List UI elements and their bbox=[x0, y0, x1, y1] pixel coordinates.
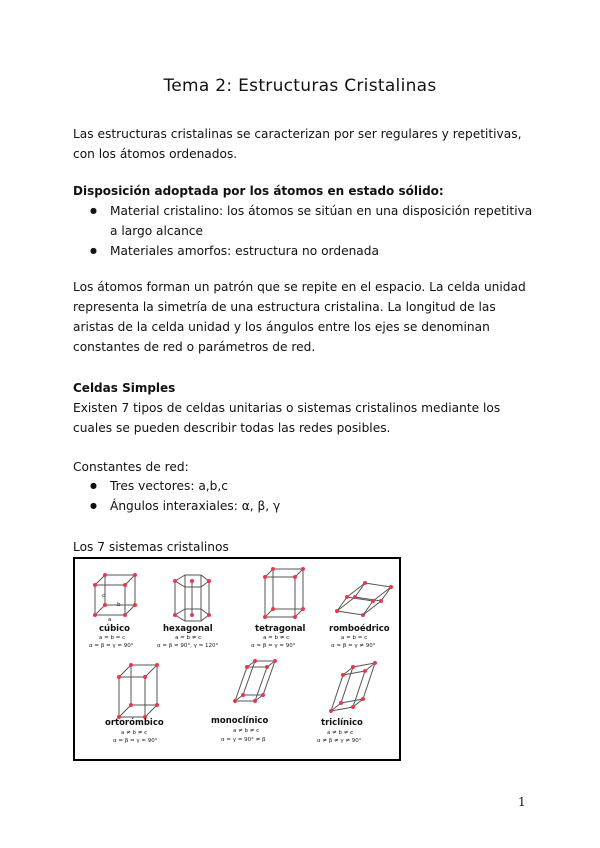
intro-paragraph: Las estructuras cristalinas se caracterizan por ser regulares y repetitivas, con los átomos ordenados. bbox=[73, 127, 522, 161]
axis-label-c: c bbox=[102, 593, 106, 599]
lattice-constants-list bbox=[73, 476, 533, 516]
system-name-orthorhombic: ortorómbico bbox=[105, 718, 164, 728]
orthorhombic-cell bbox=[119, 665, 157, 717]
list-item: ● Ángulos interaxiales: α, β, γ bbox=[73, 496, 533, 516]
simple-cells-paragraph: Existen 7 tipos de celdas unitarias o sistemas cristalinos mediante los cuales se pueden describir todas las redes posibles. bbox=[73, 401, 501, 435]
system-name-monoclinic: monoclínico bbox=[211, 716, 269, 726]
system-angles-hexagonal: α = β = 90°, γ = 120° bbox=[157, 643, 219, 649]
section-heading-simple-cells: Celdas Simples bbox=[73, 381, 176, 395]
system-axes-monoclinic: a ≠ b ≠ c bbox=[233, 728, 260, 734]
system-axes-tetragonal: a = b ≠ c bbox=[263, 635, 290, 641]
crystal-systems-figure bbox=[73, 557, 401, 761]
list-item: ● Tres vectores: a,b,c bbox=[73, 476, 533, 496]
list-item: ● Materiales amorfos: estructura no ordenada bbox=[73, 241, 533, 261]
cubic-cell bbox=[95, 575, 135, 615]
system-axes-rhombohedral: a = b = c bbox=[341, 635, 368, 641]
page-number: 1 bbox=[518, 795, 526, 809]
system-angles-triclinic: α ≠ β ≠ γ ≠ 90° bbox=[317, 738, 362, 744]
rhombohedral-cell bbox=[337, 583, 391, 615]
system-axes-orthorhombic: a ≠ b ≠ c bbox=[121, 730, 148, 736]
figure-caption: Los 7 sistemas cristalinos bbox=[73, 540, 229, 554]
axis-label-b: b bbox=[117, 602, 121, 608]
lattice-constants-label: Constantes de red: bbox=[73, 460, 189, 474]
system-angles-cubic: α = β = γ = 90° bbox=[89, 643, 134, 649]
system-name-rhombohedral: romboédrico bbox=[329, 624, 390, 634]
triclinic-cell bbox=[331, 663, 375, 711]
system-name-cubic: cúbico bbox=[99, 624, 130, 634]
section-heading-solid-state: Disposición adoptada por los átomos en estado sólido: bbox=[73, 184, 444, 198]
tetragonal-cell bbox=[265, 569, 303, 617]
system-name-tetragonal: tetragonal bbox=[255, 624, 306, 634]
page-title: Tema 2: Estructuras Cristalinas bbox=[163, 76, 437, 96]
lattice-paragraph: Los átomos forman un patrón que se repite en el espacio. La celda unidad representa la simetría de una estructura cristalina. La longitud de las aristas de la celda unidad y los ángulos entre los ejes se denominan constantes de red o parámetros de red. bbox=[73, 280, 526, 354]
system-angles-tetragonal: α = β = γ = 90° bbox=[251, 643, 296, 649]
system-name-triclinic: triclínico bbox=[321, 718, 363, 728]
crystal-systems-diagram bbox=[75, 559, 399, 759]
system-angles-rhombohedral: α = β = γ ≠ 90° bbox=[331, 643, 376, 649]
system-angles-monoclinic: α = γ = 90° ≠ β bbox=[221, 737, 266, 743]
system-axes-triclinic: a ≠ b ≠ c bbox=[327, 730, 354, 736]
system-angles-orthorhombic: α = β = γ = 90° bbox=[113, 738, 158, 744]
axis-label-a: a bbox=[108, 617, 112, 623]
system-axes-hexagonal: a = b ≠ c bbox=[175, 635, 202, 641]
solid-state-list bbox=[73, 201, 533, 261]
system-name-hexagonal: hexagonal bbox=[163, 624, 213, 634]
system-axes-cubic: a = b = c bbox=[99, 635, 126, 641]
list-item: ● Material cristalino: los átomos se sitúan en una disposición repetitiva a largo alcance bbox=[73, 201, 533, 241]
